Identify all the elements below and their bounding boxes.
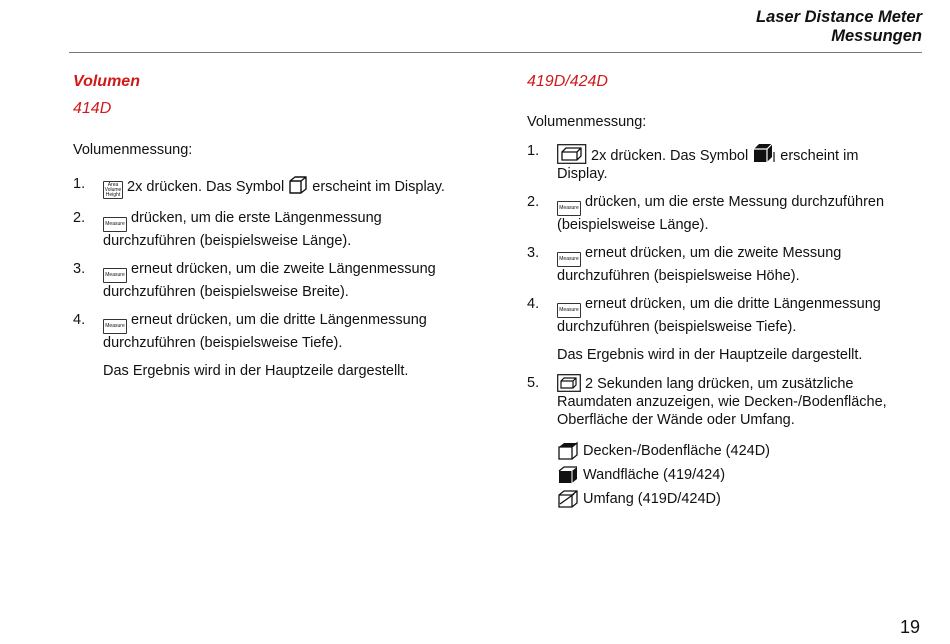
step-text: drücken, um die erste Längenmessung durchzuführen (beispielsweise Länge). (103, 210, 382, 249)
step-number: 1. (73, 176, 86, 192)
measure-key-icon: Measure (557, 252, 581, 267)
header-divider (69, 52, 922, 53)
page-number: 19 (899, 617, 920, 637)
measure-key-icon: Measure (103, 319, 127, 334)
right-column (527, 72, 912, 511)
section-title: Volumen (73, 73, 140, 90)
step-text-after: erscheint im Display. (557, 148, 859, 182)
step-number: 4. (73, 312, 86, 328)
step-text: erneut drücken, um die zweite Längenmessung durchzuführen (beispielsweise Breite). (103, 261, 436, 300)
header-subtitle: Messungen (831, 27, 922, 45)
step-text: erneut drücken, um die zweite Messung durchzuführen (beispielsweise Höhe). (557, 245, 842, 284)
step-number: 1. (527, 143, 540, 159)
intro-text: Volumenmessung: (527, 114, 647, 130)
page-header (756, 8, 922, 46)
list-item (527, 463, 912, 487)
step-text: erneut drücken, um die dritte Längenmessung durchzuführen (beispielsweise Tiefe). (103, 312, 427, 351)
step-number: 4. (527, 296, 540, 312)
perimeter-icon (557, 489, 579, 509)
sub-item-label: Wandfläche (419/424) (583, 467, 726, 483)
list-item (73, 260, 473, 301)
result-note: Das Ergebnis wird in der Hauptzeile dargestellt. (557, 347, 863, 363)
list-item (73, 209, 473, 250)
step-text: erneut drücken, um die dritte Längenmessung durchzuführen (beispielsweise Tiefe). (557, 296, 881, 335)
model-label-419d-424d: 419D/424D (527, 73, 608, 90)
room-data-list (527, 439, 912, 511)
step-number: 2. (73, 210, 86, 226)
step-text: 2x drücken. Das Symbol (127, 179, 285, 195)
step-number: 3. (527, 245, 540, 261)
list-item (527, 142, 912, 183)
measure-key-icon: Measure (557, 303, 581, 318)
list-item (527, 295, 912, 336)
ceiling-floor-area-icon (557, 441, 579, 461)
measure-key-icon: Measure (103, 268, 127, 283)
step-number: 2. (527, 194, 540, 210)
sub-item-label: Decken-/Bodenfläche (424D) (583, 443, 770, 459)
wall-area-icon (557, 465, 579, 485)
list-item (527, 439, 912, 463)
left-column (73, 72, 473, 380)
model-label-414d: 414D (73, 100, 112, 117)
step-text-after: erscheint im Display. (312, 179, 445, 195)
volume-key-icon (557, 144, 587, 164)
header-title: Laser Distance Meter (756, 8, 922, 26)
cube-outline-icon (288, 175, 308, 195)
measure-key-icon: Measure (103, 217, 127, 232)
list-item (527, 374, 912, 429)
list-item (527, 487, 912, 511)
volume-key-icon (557, 374, 581, 392)
step-number: 3. (73, 261, 86, 277)
intro-text: Volumenmessung: (73, 142, 193, 158)
step-number: 5. (527, 375, 540, 391)
list-item (73, 311, 473, 352)
area-volume-height-key-icon: Area Volume Height (104, 182, 122, 198)
list-item (73, 175, 473, 199)
step-text: 2 Sekunden lang drücken, um zusätzliche Raumdaten anzuzeigen, wie Decken-/Bodenfläche, Oberfläche der Wände oder Umfang. (557, 376, 887, 428)
list-item (527, 193, 912, 234)
measure-key-icon: Measure (557, 201, 581, 216)
list-item (527, 244, 912, 285)
sub-item-label: Umfang (419D/424D) (583, 491, 721, 507)
result-note: Das Ergebnis wird in der Hauptzeile dargestellt. (103, 363, 409, 379)
step-text: drücken, um die erste Messung durchzuführen (beispielsweise Länge). (557, 194, 885, 233)
step-text: 2x drücken. Das Symbol (591, 148, 749, 164)
cube-filled-icon (752, 142, 776, 164)
